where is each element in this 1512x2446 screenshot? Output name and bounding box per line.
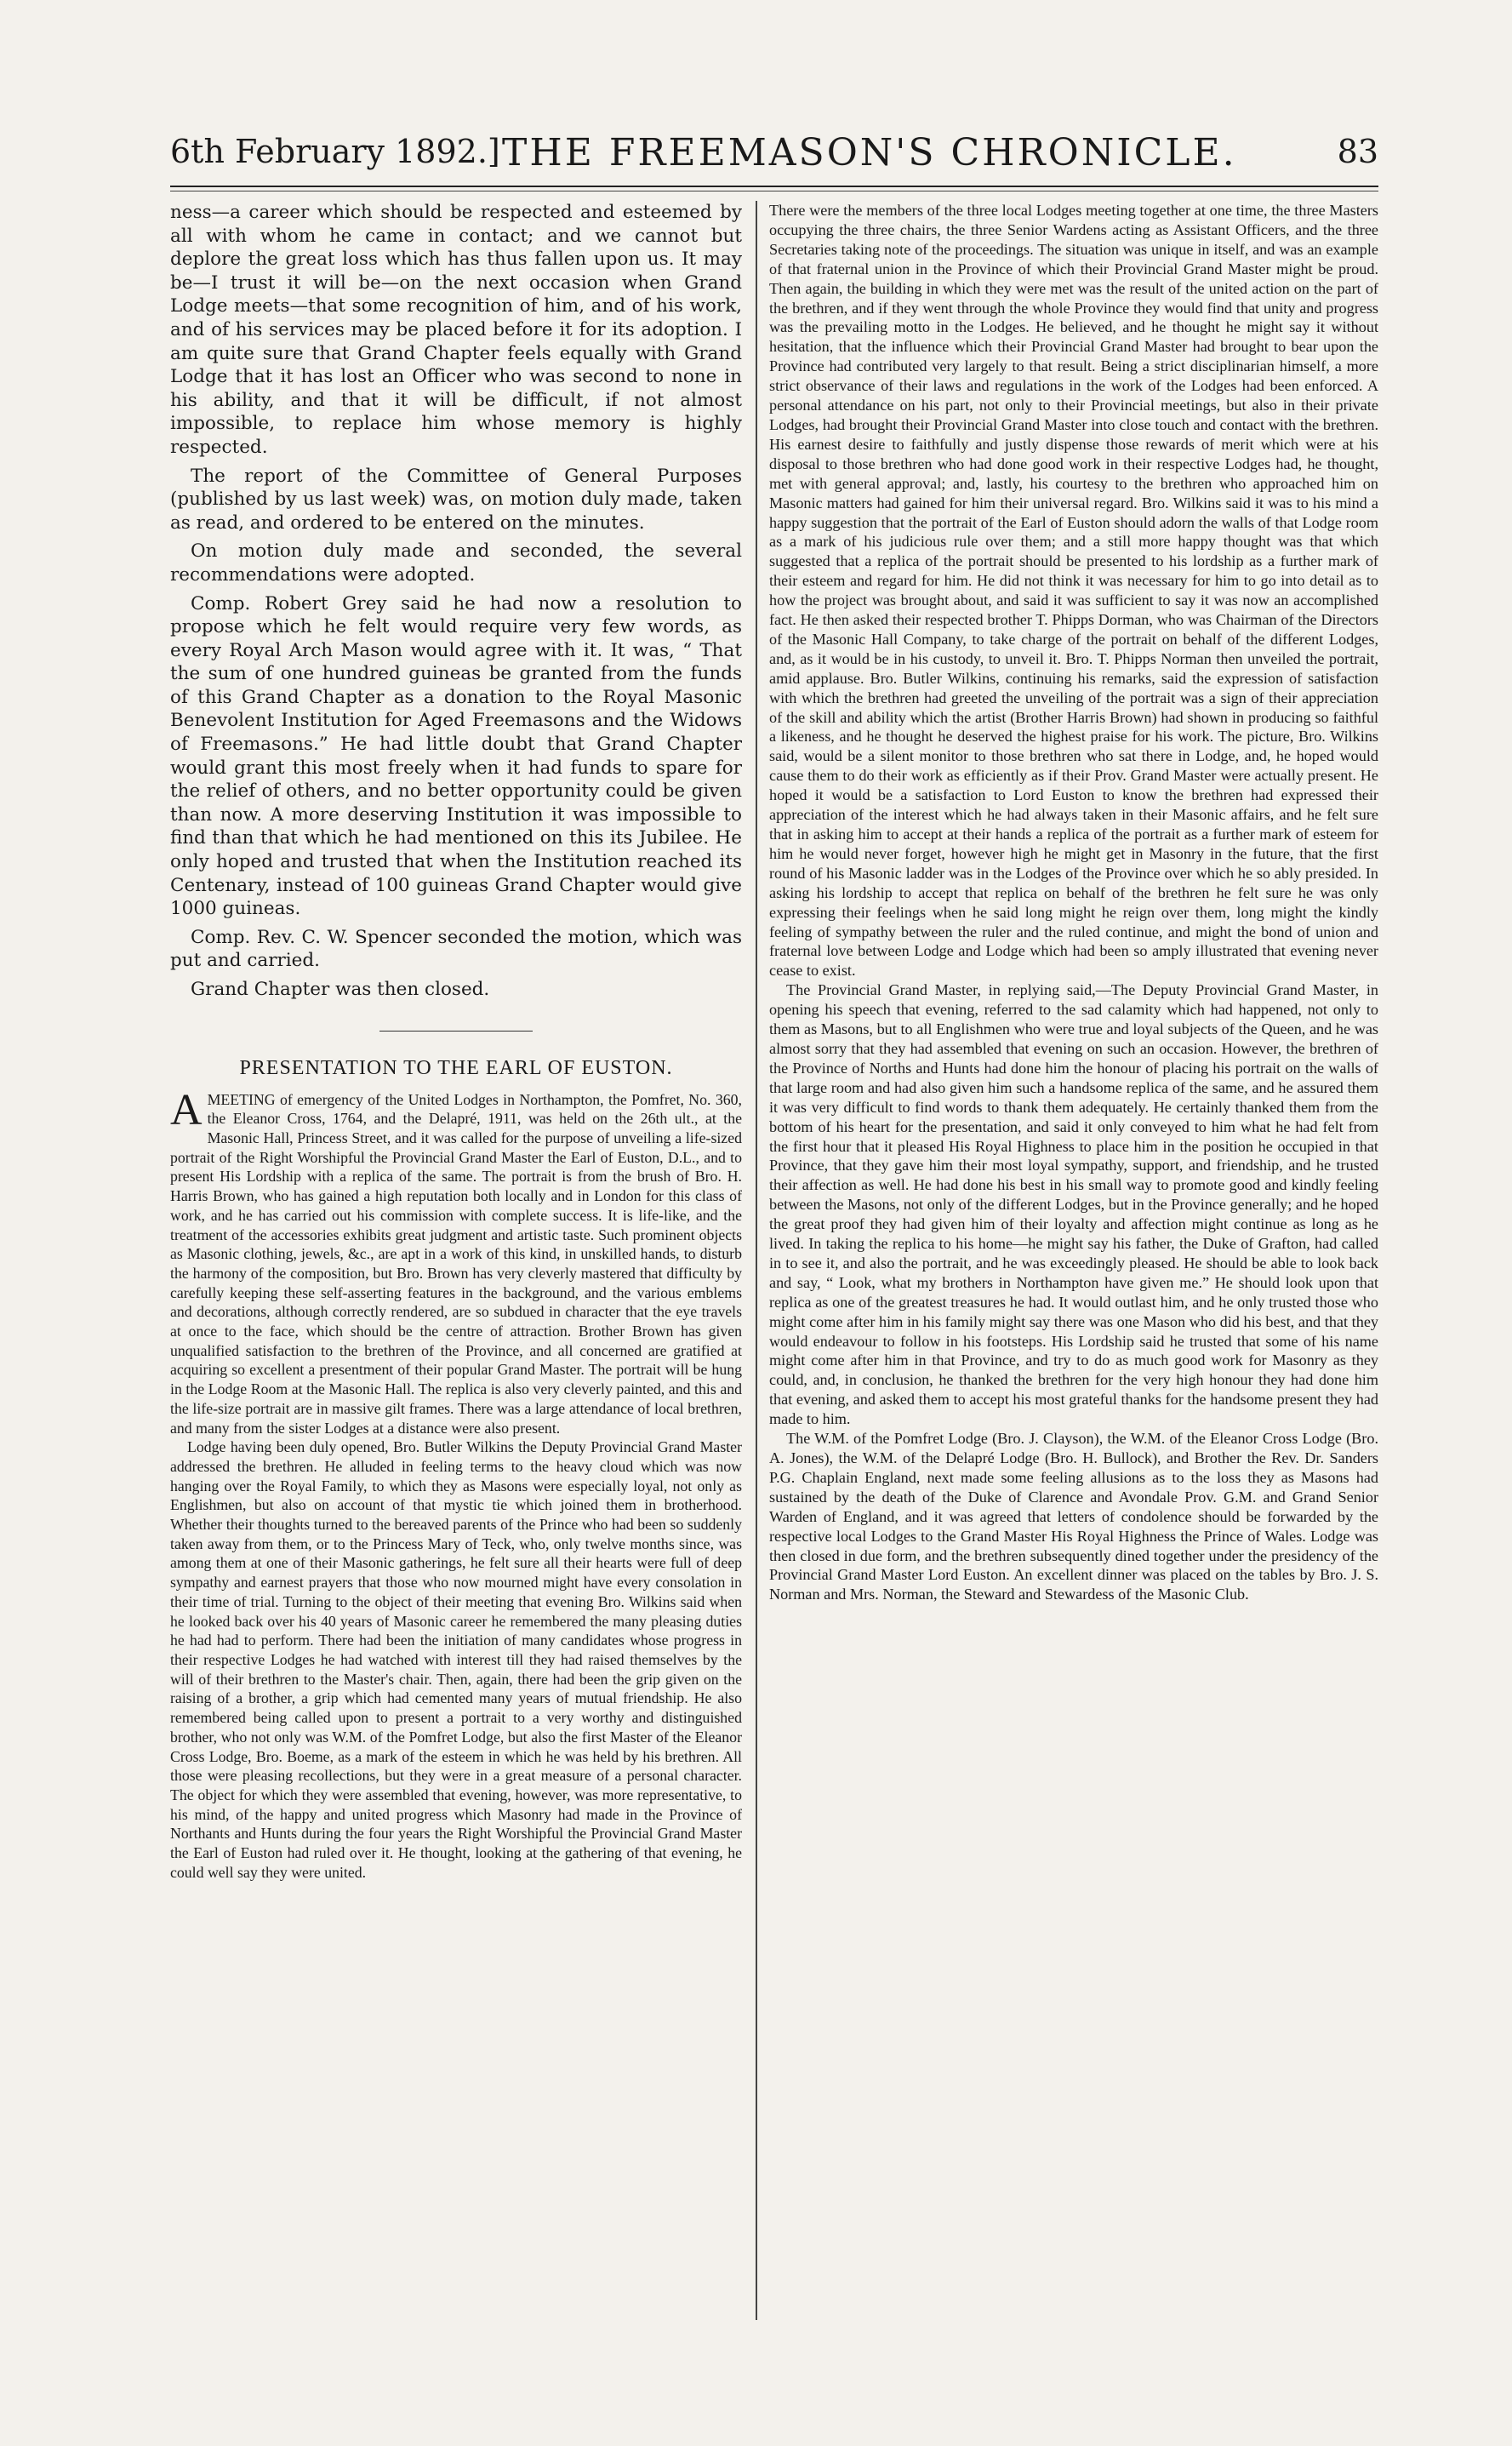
paragraph: The report of the Committee of General Purposes (published by us last week) was, on motion duly made, taken as read, and ordered to be entered on the minutes. [170, 465, 742, 534]
header-rule [170, 186, 1378, 187]
paragraph: Grand Chapter was then closed. [191, 979, 490, 1000]
paragraph: ness—a career which should be respected and esteemed by all with whom he came in contact; and we cannot but deplore the great loss which has thus fallen upon us. It may be—I trust it will be—on the next occasion when Grand Lodge meets—that some recognition of him, and of his work, and of his services may be placed before it for its adoption. I am quite sure that Grand Chapter feels equally with Grand Lodge that it has lost an Officer who was second to none in his ability, and that it will be difficult, if not almost impossible, to replace him whose memory is highly respected. [170, 202, 742, 458]
paragraph: The W.M. of the Pomfret Lodge (Bro. J. Clayson), the W.M. of the Eleanor Cross Lodge (Bro. A. Jones), the W.M. of the Delapré Lodge (Bro. H. Bullock), and Brother the Rev. Dr. Sanders P.G. Chaplain England, next made some feeling allusions as to the loss they as Masons had sustained by the death of the Duke of Clarence and Avondale Prov. G.M. and Grand Senior Warden of England, and it was agreed that letters of condolence should be forwarded by the respective local Lodges to the Grand Master His Royal Highness the Prince of Wales. Lodge was then closed in due form, and the brethren subsequently dined together under the presidency of the Provincial Grand Master Lord Euston. An excellent dinner was placed on the tables by Bro. J. S. Norman and Mrs. Norman, the Steward and Stewardess of the Masonic Club. [769, 1430, 1378, 1603]
paragraph: Comp. Robert Grey said he had now a resolution to propose which he felt would require very few words, as every Royal Arch Mason would agree with it. It was, “ That the sum of one hundred guineas be granted from the funds of this Grand Chapter as a donation to the Royal Masonic Benevolent Institution for Aged Freemasons and the Widows of Freemasons.” He had little doubt that Grand Chapter would grant this most freely when it had funds to spare for the relief of others, and no better opportunity could be given than now. A more deserving Institution it was impossible to find than that which he had mentioned on this its Jubilee. He only hoped and trusted that when the Institution reached its Centenary, instead of 100 guineas Grand Chapter would give 1000 guineas. [170, 592, 742, 920]
section-heading: PRESENTATION TO THE EARL OF EUSTON. [239, 1056, 673, 1079]
grand-chapter-report [170, 201, 742, 1002]
paragraph: Lodge having been duly opened, Bro. Butler Wilkins the Deputy Provincial Grand Master addressed the brethren. He alluded in feeling terms to the heavy cloud which was now hanging over the Royal Family, to which they as Masons were especially loyal, not only as Englishmen, but also on account of that mystic tie which joined them in brotherhood. Whether their thoughts turned to the bereaved parents of the Prince who had been so suddenly taken away from them, or to the Princess Mary of Teck, who, only twelve months since, was among them at one of their Masonic gatherings, he felt sure all their hearts were full of deep sympathy and earnest prayers that those who now mourned might have every consolation in their time of trial. Turning to the object of their meeting that evening Bro. Wilkins said when he looked back over his 40 years of Masonic career he remembered the many pleasing duties he had had to perform. There had been the initiation of many candidates whose progress in their respective Lodges he had watched with interest till they had raised themselves by the will of their brethren to the Master's chair. Then, again, there had been the grip given on the raising of a brother, a grip which had cemented many years of mutual friendship. He also remembered being called upon to present a portrait to a very worthy and distinguished brother, who not only was W.M. of the Pomfret Lodge, but also the first Master of the Eleanor Cross Lodge, Bro. Boeme, as a mark of the esteem in which he was held by his brethren. All those were pleasing recollections, but they were in a great measure of a personal character. The object for which they were assembled that evening, however, was more representative, to his mind, of the happy and united progress which Masonry had made in the Province of Northants and Hunts during the four years the Right Worshipful the Provincial Grand Master the Earl of Euston had ruled over it. He thought, looking at the gathering of that evening, he could well say they were united. [170, 1438, 742, 1881]
right-column [769, 201, 1378, 2329]
paragraph: AMEETING of emergency of the United Lodges in Northampton, the Pomfret, No. 360, the Eleanor Cross, 1764, and the Delapré, 1911, was held on the 26th ult., at the Masonic Hall, Princess Street, and it was called for the purpose of unveiling a life-sized portrait of the Right Worshipful the Provincial Grand Master the Earl of Euston, D.L., and to present His Lordship with a replica of the same. The portrait is from the brush of Bro. H. Harris Brown, who has gained a high reputation both locally and in London for this class of work, and he has carried out his commission with complete success. It is life-like, and the treatment of the accessories exhibits great judgment and artistic taste. Such prominent objects as Masonic clothing, jewels, &c., are apt in a work of this kind, in unskilled hands, to disturb the harmony of the composition, but Bro. Brown has very cleverly mastered that difficulty by carefully keeping these self-asserting features in the background, and the various emblems and decorations, although correctly rendered, are so subdued in character that the eye travels at once to the face, which should be the centre of attraction. Brother Brown has given unqualified satisfaction to the brethren of the Province, and all concerned are gratified at acquiring so excellent a presentment of their popular Grand Master. The portrait will be hung in the Lodge Room at the Masonic Hall. The replica is also very cleverly painted, and this and the life-size portrait are in massive gilt frames. There was a large attendance of local brethren, and many from the sister Lodges at a distance were also present. [170, 1085, 742, 1437]
left-column [170, 201, 742, 2329]
paragraph: There were the members of the three local Lodges meeting together at one time, the three Masters occupying the three chairs, the three Senior Wardens acting as Assistant Officers, and the three Secretaries taking note of the proceedings. The situation was unique in itself, and was an example of that fraternal union in the Province of which their Provincial Grand Master might be proud. Then again, the building in which they were met was the result of the united action on the part of the brethren, and if they went through the whole Province they would find that unity and progress was the prevailing motto in the Lodges. He believed, and he thought he might say it without hesitation, that the influence which their Provincial Grand Master had brought to bear upon the Province had contributed very largely to that result. Being a strict disciplinarian himself, a more strict observance of their laws and regulations in the work of the Lodges had been enforced. A personal attendance on his part, not only to their Provincial meetings, but also in their private Lodges, had brought their Provincial Grand Master into close touch and contact with the brethren. His earnest desire to faithfully and justly dispense those rewards of merit which were at his disposal to those brethren who had done good work in their respective Lodges had, he thought, met with general approval; and, lastly, his courtesy to the brethren who approached him on Masonic matters had gained for him their universal regard. Bro. Wilkins said it was to his mind a happy suggestion that the portrait of the Earl of Euston should adorn the walls of that Lodge room as a mark of his judicious rule over them; and a still more happy thought was that which suggested that a replica of the portrait should be presented to his lordship as a further mark of their esteem and regard for him. He did not think it was necessary for him to go into detail as to how the project was brought about, and said it was sufficient to say it was now an accomplished fact. He then asked their respected brother T. Phipps Dorman, who was Chairman of the Directors of the Masonic Hall Company, to take charge of the portrait on behalf of the different Lodges, and, as it would be in his custody, to unveil it. Bro. T. Phipps Norman then unveiled the portrait, amid applause. Bro. Butler Wilkins, continuing his remarks, said the expression of satisfaction with which the brethren had greeted the unveiling of the portrait was a sign of their appreciation of the skill and ability which the artist (Brother Harris Brown) had shown in producing so faithful a likeness, and he thought he deserved the highest praise for his work. The picture, Bro. Wilkins said, would be a silent monitor to those brethren who sat there in Lodge, and, he hoped would cause them to do their work as efficiently as if their Prov. Grand Master were actually present. He hoped it would be a satisfaction to Lord Euston to know the brethren had expressed their appreciation of the interest which he had always taken in their Masonic affairs, and he felt sure that in asking him to accept at their hands a replica of the portrait as a further mark of esteem for him he would never forget, however high he might get in Masonry in the future, that the first round of his Masonic ladder was in the Lodges of the Province over which he so ably presided. In asking his lordship to accept that replica on behalf of the brethren he felt sure he was only expressing their feelings when he said long might he reign over them, long might the kindly feeling of sympathy between the ruler and the ruled continue, and might the bond of union and fraternal love between Lodge and Lodge which had been so amply illustrated that evening never cease to exist. [769, 202, 1378, 980]
paragraph: On motion duly made and seconded, the several recommendations were adopted. [170, 540, 742, 586]
paragraph: The Provincial Grand Master, in replying said,—The Deputy Provincial Grand Master, in opening his speech that evening, referred to the sad calamity which had happened, not only to them as Masons, but to all Englishmen who were true and loyal subjects of the Queen, and he was almost sorry that they had assembled that evening on such an occasion. However, the brethren of the Province of Norths and Hunts had done him the honour of placing his portrait on the walls of that large room and had also given him such a handsome replica of the same, and he assured them it was very difficult to find words to thank them adequately. He certainly thanked them from the bottom of his heart for the presentation, and said it only conveyed to him what he had felt from the first hour that it pleased His Royal Highness to place him in the position he occupied in that Province, that they gave him their most loyal sympathy, support, and friendship, and he trusted their affection as well. He had done his best in his small way to promote good and kindly feeling between the Masons, not only of the different Lodges, but in the Province generally; and he hoped the great proof they had given him of their loyalty and affection might continue as long as he lived. In taking the replica to his home—he might say his father, the Duke of Grafton, had called in to see it, and also the portrait, and he was exceedingly pleased. He should be able to look back and say, “ Look, what my brothers in Northampton have given me.” He should look upon that replica as one of the greatest treasures he had. It would outlast him, and he only trusted those who might come after him in his family might say there was one Mason who did his best, and that they would endeavour to follow in his footsteps. His Lordship said he trusted that some of his name might come after him in that Province, and try to do as much good work for Masonry as they could, and, in conclusion, he thanked the brethren for the very high honour they had done him that evening, and asked them to accept his most grateful thanks for the handsome present they had made to him. [769, 981, 1378, 1428]
issue-date: 6th February 1892.] [170, 133, 500, 170]
page-header [170, 126, 1378, 180]
section-divider [379, 1031, 533, 1032]
masthead-title: THE FREEMASON'S CHRONICLE. [502, 131, 1237, 174]
column-divider [756, 201, 757, 2320]
page-number: 83 [1337, 133, 1378, 170]
paragraph: Comp. Rev. C. W. Spencer seconded the motion, which was put and carried. [170, 926, 742, 972]
drop-cap: A [170, 1085, 203, 1134]
presentation-article [170, 1085, 742, 1883]
